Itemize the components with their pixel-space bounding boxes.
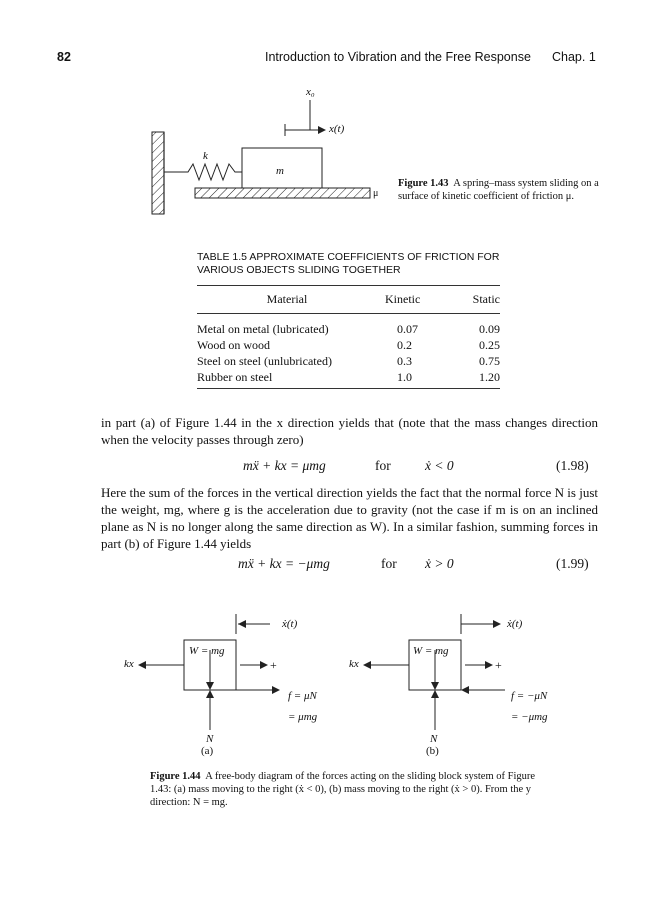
friction-arrow-b (461, 686, 469, 694)
equation-1-99-lhs: mẍ + kx = −μmg (238, 556, 330, 571)
cell-kinetic: 0.07 (397, 322, 418, 336)
label-xt: x(t) (329, 123, 345, 135)
label-m: m (276, 165, 284, 177)
paragraph-2: Here the sum of the forces in the vertical direction yields the fact that the normal force N is just the weight, mg, where g is the acceleration due to gravity (not the case if m is on an inclined plane as N is no longer along the same direction as W). In a similar fashion, summing forces in part (b) of Figure 1.44 yields (101, 485, 598, 551)
cell-static: 0.25 (479, 338, 500, 352)
cell-material: Wood on wood (197, 338, 271, 352)
spring (164, 164, 242, 180)
equation-1-99-for: for (381, 556, 397, 571)
cell-static: 0.75 (479, 354, 500, 368)
label-friction-value-b: = −μmg (511, 711, 548, 723)
running-head: Introduction to Vibration and the Free Response (265, 50, 531, 64)
cell-material: Metal on metal (lubricated) (197, 322, 329, 336)
table-row (197, 314, 500, 338)
equation-1-99-condition: ẋ > 0 (425, 556, 454, 571)
table-row (197, 369, 500, 389)
chapter-label: Chap. 1 (552, 50, 596, 64)
paragraph-1: in part (a) of Figure 1.44 in the x direction yields that (note that the mass changes direction when the velocity passes through zero) (101, 415, 598, 447)
label-mu: μ (373, 188, 379, 199)
label-friction-value-a: = μmg (288, 711, 318, 723)
label-x0: x₀ (306, 86, 315, 98)
cell-material: Rubber on steel (197, 370, 273, 384)
cell-material: Steel on steel (unlubricated) (197, 354, 332, 368)
label-xdot-b: ẋ(t) (507, 618, 523, 630)
subfigure-label-a: (a) (201, 745, 214, 757)
ground-surface (195, 188, 370, 198)
table-header-row (197, 286, 500, 314)
header-material: Material (266, 292, 308, 306)
label-friction-b: f = −μN (511, 690, 548, 702)
label-plus-b: + (495, 658, 502, 672)
wall (152, 132, 164, 214)
cell-kinetic: 1.0 (397, 370, 412, 384)
equation-1-98-condition: ẋ < 0 (425, 458, 454, 473)
equation-1-99-number: (1.99) (556, 556, 589, 571)
free-body-diagram-b (345, 612, 575, 752)
equation-1-98-lhs: mẍ + kx = μmg (243, 458, 326, 473)
cell-static: 0.09 (479, 322, 500, 336)
label-kx-b: kx (349, 658, 359, 670)
figure-1-43-label: Figure 1.43 (398, 178, 449, 189)
free-body-diagram-a (120, 612, 350, 752)
header-kinetic: Kinetic (385, 292, 421, 306)
label-weight-b: W = mg (413, 645, 449, 657)
cell-kinetic: 0.2 (397, 338, 412, 352)
label-normal-a: N (206, 733, 214, 745)
figure-1-43-diagram (140, 80, 390, 220)
label-normal-b: N (430, 733, 438, 745)
figure-1-43-text: A spring–mass system sliding on a surface of kinetic coefficient of friction μ. (398, 178, 599, 202)
cell-kinetic: 0.3 (397, 354, 412, 368)
header-static: Static (472, 292, 500, 306)
table-1-5-title: TABLE 1.5 APPROXIMATE COEFFICIENTS OF FRICTION FOR VARIOUS OBJECTS SLIDING TOGETHER (197, 251, 500, 276)
figure-1-44-caption (150, 770, 545, 809)
page-number: 82 (57, 50, 71, 64)
normal-arrow-b (431, 690, 439, 698)
spring-force-arrow-a (138, 661, 146, 669)
table-row (197, 353, 500, 369)
table-row (197, 337, 500, 353)
equation-1-98-number: (1.98) (556, 458, 589, 473)
figure-1-44-label: Figure 1.44 (150, 771, 201, 782)
label-kx-a: kx (124, 658, 134, 670)
displacement-arrow (318, 126, 326, 134)
cell-static: 1.20 (479, 370, 500, 384)
friction-arrow-a (272, 686, 280, 694)
label-k: k (203, 150, 208, 162)
label-weight-a: W = mg (189, 645, 225, 657)
friction-table (197, 285, 500, 389)
subfigure-label-b: (b) (426, 745, 439, 757)
label-xdot-a: ẋ(t) (282, 618, 298, 630)
spring-force-arrow-b (363, 661, 371, 669)
label-plus-a: + (270, 658, 277, 672)
equation-1-98-for: for (375, 458, 391, 473)
label-friction-a: f = μN (288, 690, 317, 702)
figure-1-43-caption (398, 177, 603, 203)
normal-arrow-a (206, 690, 214, 698)
figure-1-44-text: A free-body diagram of the forces acting on the sliding block system of Figure 1.43: (a) mass moving to the right (ẋ < 0), (b) mass moving to the right (ẋ > 0). From the y direction: N = mg. (150, 771, 536, 808)
